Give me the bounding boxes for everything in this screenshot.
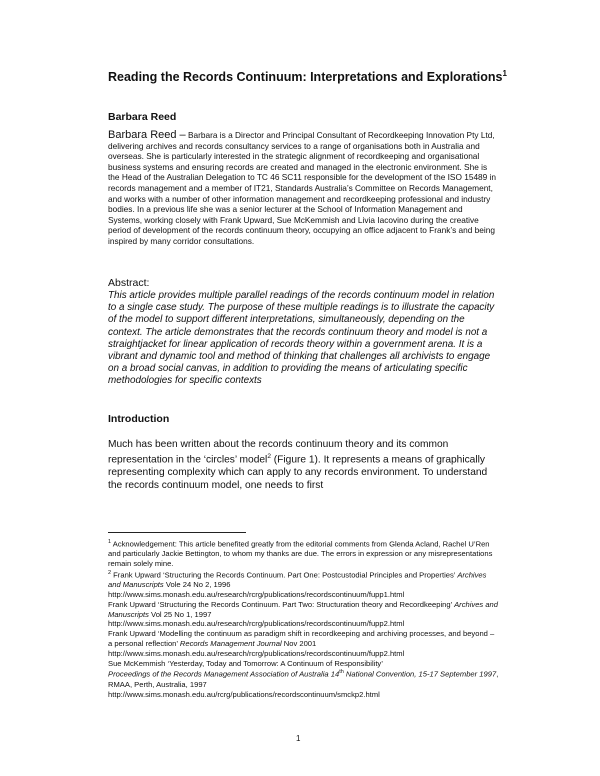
footnote-2c-text: Frank Upward ‘Modelling the continuum as paradigm shift in recordkeeping and archiving processes, and beyond – a personal reflection’: [108, 629, 495, 649]
intro-footnote-mark: 2: [267, 453, 271, 461]
footnote-2b-url: http://www.sims.monash.edu.au/research/rcrg/publications/recordscontinuum/fupp2.html: [108, 619, 405, 629]
introduction-paragraph: [108, 439, 500, 492]
intro-text-1: Much has been written about the records continuum theory and its common representation in the ‘circles’ model: [108, 439, 449, 466]
footnote-2a-text: Frank Upward ‘Structuring the Records Continuum. Part One: Postcustodial Principles and Properties’: [111, 570, 458, 580]
author-name: Barbara Reed: [108, 111, 177, 123]
footnote-separator: [108, 532, 246, 533]
introduction-heading: Introduction: [108, 413, 170, 425]
footnotes: [108, 538, 500, 699]
bio-lead: Barbara Reed –: [108, 129, 186, 141]
footnote-2a-url: http://www.sims.monash.edu.au/research/rcrg/publications/recordscontinuum/fupp1.html: [108, 590, 405, 600]
author-bio: [108, 130, 498, 247]
footnote-1-text: Acknowledgement: This article benefited greatly from the editorial comments from Glenda Acland, Rachel U’Ren and particularly Jackie Bettington, to whom my thanks are due. The errors in expression or any misrepresentations remain solely mine.: [108, 539, 493, 569]
page-number: 1: [296, 734, 301, 743]
footnote-2-mark: 2: [108, 569, 112, 576]
footnote-2d-sup: th: [339, 669, 344, 676]
footnote-2b-journal: Archives and Manuscripts: [108, 599, 499, 619]
abstract-label: Abstract:: [108, 277, 150, 289]
footnote-2c-journal: Records Management Journal: [179, 639, 282, 649]
footnote-2a-rest: Vole 24 No 2, 1996: [163, 580, 231, 590]
abstract-text: This article provides multiple parallel readings of the records continuum model in relation to a single case study. The purpose of these multiple readings is to illustrate the capacity of the model to support different interpretations, simultaneously, depending on the context. The article demonstrates that the records continuum theory and model is not a straightjacket for linear application of records theory within a government arena. It is a vibrant and dynamic tool and method of thinking that challenges all archivists to engage on a broad social canvas, in addition to providing the means of articulating specific methodologies for specific contexts: [108, 290, 495, 387]
title-text: Reading the Records Continuum: Interpretations and Explorations: [108, 70, 503, 85]
footnote-2b-text: Frank Upward ‘Structuring the Records Continuum. Part Two: Structuration theory and Recordkeeping’: [108, 599, 455, 609]
footnote-2-c: [108, 629, 500, 649]
footnote-2-b: [108, 600, 500, 620]
footnote-2b-rest: Vol 25 No 1, 1997: [148, 609, 212, 619]
intro-text-2: (Figure 1). It represents a means of graphically representing complexity which can apply to any records environment. To understand the records continuum model, one needs to first: [108, 454, 488, 491]
bio-text: Barbara is a Director and Principal Consultant of Recordkeeping Innovation Pty Ltd, delivering archives and records consultancy services to a range of organisations both in Australia and overseas. She is particularly interested in the strategic alignment of recordkeeping and organisational business systems and ensuring records are created and managed in the electronic environment. She is the Head of the Australian Delegation to TC 46 SC11 responsible for the development of the ISO 15489 in records management and a member of IT21, Standards Australia’s Committee on Records Management, and works with a number of other information management and recordkeeping professional and industry bodies. In a previous life she was a senior lecturer at the School of Information Management and Systems, working closely with Frank Upward, Sue McKemmish and Livia Iacovino during the creative period of development of the records continuum theory, occupying an office adjacent to Frank’s and being inspired by many corridor consultations.: [108, 130, 497, 246]
article-title: [108, 66, 508, 85]
footnote-2a-journal: Archives and Manuscripts: [108, 570, 487, 590]
footnote-2c-url: http://www.sims.monash.edu.au/research/rcrg/publications/recordscontinuum/fupp2.html: [108, 648, 405, 658]
footnote-2d-url: http://www.sims.monash.edu.au/rcrg/publications/recordscontinuum/smckp2.html: [108, 689, 380, 699]
footnote-2d-text: Sue McKemmish ‘Yesterday, Today and Tomorrow: A Continuum of Responsibility’: [108, 658, 383, 668]
footnote-2d-journal-2: National Convention, 15-17 September 1997: [343, 669, 497, 679]
footnote-1: [108, 538, 500, 569]
footnote-2-a: [108, 569, 500, 590]
title-footnote-mark: 1: [502, 69, 507, 78]
footnote-2c-rest: Nov 2001: [281, 639, 317, 649]
footnote-2-d: [108, 659, 500, 690]
footnote-1-mark: 1: [108, 539, 112, 545]
footnote-2d-rest: , RMAA, Perth, Australia, 1997: [108, 669, 499, 689]
footnote-2d-journal: Proceedings of the Records Management Association of Australia 14: [108, 669, 340, 679]
